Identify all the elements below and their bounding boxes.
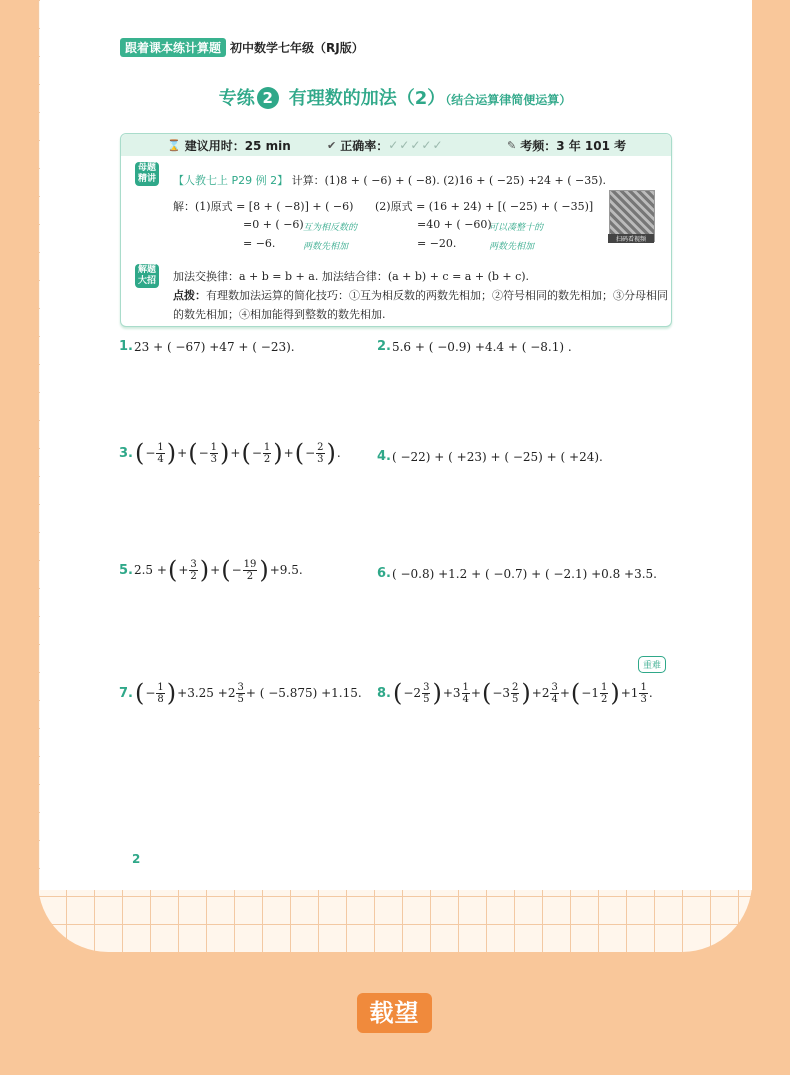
- frequency-label: 考频：3 年 101 考: [520, 138, 627, 153]
- page-title: [0, 84, 790, 110]
- problem-3-number: 3.: [119, 445, 133, 461]
- problem-2-text: 5.6 + ( −0.9) +4.4 + ( −8.1) .: [391, 339, 572, 354]
- solution-2-line-a: (2)原式 = (16 + 24) + [( −25) + ( −35)]: [375, 200, 594, 213]
- note-opposites: 互为相反数的: [303, 223, 358, 233]
- series-tag: 跟着课本练计算题: [120, 38, 226, 57]
- tip-line-2: 的数先相加；④相加能得到整数的数先相加.: [173, 308, 386, 321]
- title-main: 有理数的加法（2）: [288, 88, 446, 109]
- example-line: [173, 172, 606, 188]
- problem-8-number: 8.: [377, 685, 391, 701]
- problem-2: [377, 339, 572, 354]
- badge-example: 母题精讲: [135, 162, 159, 186]
- solution-2-line-c: = −20.: [417, 237, 457, 250]
- series-header: [120, 38, 364, 56]
- tip-text-1: 有理数加法运算的简化技巧：①互为相反数的两数先相加；②符号相同的数先相加；③分母相同: [206, 289, 668, 302]
- problem-7-tail: + ( −5.875) +1.15.: [245, 686, 362, 700]
- time-label: 建议用时：25 min: [184, 138, 291, 153]
- problem-1-number: 1.: [119, 339, 133, 354]
- accuracy-label: 正确率：: [340, 138, 389, 153]
- problem-7-mid: +3.25 +2: [177, 686, 236, 700]
- hourglass-icon: ⌛: [167, 138, 181, 152]
- info-box: [120, 133, 672, 327]
- title-sub: （结合运算律简便运算）: [445, 93, 572, 107]
- note-round-tens: 可以凑整十的: [489, 223, 544, 233]
- problem-3: 3. ( − $\frac{1}{4}$ ) + ( − $\frac{1}{3}$ ) + ( − $\frac{1}{2}$ ) + ( − $\frac{2}{3}$ ) .: [119, 439, 341, 467]
- page-number: 2: [132, 852, 141, 866]
- problem-8: 8. ( −2 $\frac{3}{5}$ ) +3 $\frac{1}{4}$ + ( −3 $\frac{2}{5}$ ) +2 $\frac{3}{4}$ + ( −1 $\frac{1}{2}$ ) +1 $\frac{1}{3}$ .: [377, 679, 653, 707]
- problem-4-text: ( −22) + ( +23) + ( −25) + ( +24).: [391, 449, 603, 464]
- example-ref: 【人教七上 P29 例 2】: [173, 174, 289, 187]
- problem-1: [119, 339, 295, 354]
- problem-5-tail: +9.5.: [269, 563, 303, 577]
- qr-caption: 扫码看视频: [608, 234, 654, 243]
- note-add-first-1: 两数先相加: [303, 242, 349, 252]
- pencil-icon: ✎: [507, 138, 517, 152]
- problem-5-number: 5.: [119, 562, 133, 578]
- problem-4-number: 4.: [377, 449, 391, 464]
- title-number-badge: 2: [257, 87, 279, 109]
- note-add-first-2: 两数先相加: [489, 242, 535, 252]
- accuracy-cell: [327, 137, 507, 154]
- badge-method: 解题大招: [135, 264, 159, 288]
- problem-2-number: 2.: [377, 339, 391, 354]
- solution-2-line-b: =40 + ( −60): [417, 218, 492, 231]
- problem-7-number: 7.: [119, 685, 133, 701]
- problem-5-lead: 2.5 +: [133, 563, 167, 577]
- title-lead: 专练: [218, 88, 255, 109]
- problem-1-text: 23 + ( −67) +47 + ( −23).: [133, 339, 295, 354]
- problem-5: 5. 2.5 + ( + $\frac{3}{2}$ ) + ( − $\frac{19}{2}$ ) +9.5.: [119, 556, 303, 584]
- tip-line-1: [173, 287, 668, 303]
- brand-logo: 载望: [357, 993, 432, 1033]
- time-cell: [167, 137, 327, 154]
- solution-1-line-c: = −6.: [243, 237, 276, 250]
- problem-4: [377, 449, 603, 464]
- problem-7: 7. ( − $\frac{1}{8}$ ) +3.25 +2 $\frac{3}{5}$ + ( −5.875) +1.15.: [119, 679, 362, 707]
- accuracy-checkmarks: ✓✓✓✓✓: [388, 138, 444, 152]
- difficulty-tag: 重难: [638, 656, 666, 673]
- problem-6: [377, 566, 657, 581]
- solution-1-line-a: 解：(1)原式 = [8 + ( −8)] + ( −6): [173, 200, 354, 213]
- check-circle-icon: ✔: [327, 138, 337, 152]
- solution-1-line-b: =0 + ( −6): [243, 218, 304, 231]
- info-header: [121, 134, 671, 156]
- example-text: 计算：(1)8 + ( −6) + ( −8). (2)16 + ( −25) +24 + ( −35).: [291, 174, 607, 187]
- problem-6-number: 6.: [377, 566, 391, 581]
- laws-line: 加法交换律：a + b = b + a. 加法结合律：(a + b) + c = a + (b + c).: [173, 270, 530, 283]
- series-subtitle: 初中数学七年级（RJ版）: [230, 40, 364, 55]
- problem-6-text: ( −0.8) +1.2 + ( −0.7) + ( −2.1) +0.8 +3.5.: [391, 566, 657, 581]
- tip-label: 点拨：: [173, 289, 206, 302]
- frequency-cell: [507, 137, 626, 154]
